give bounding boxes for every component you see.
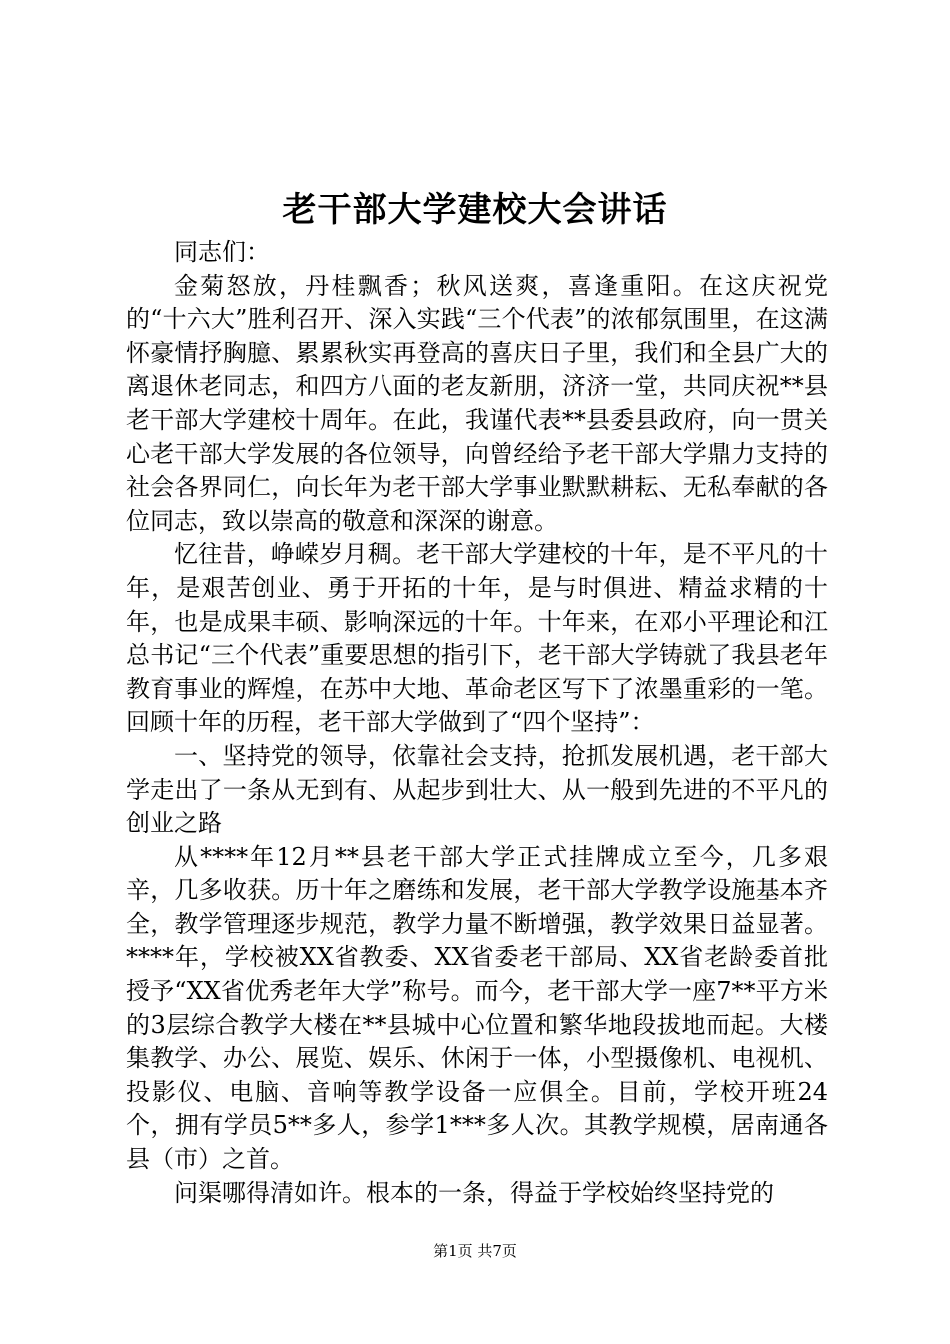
- body-paragraph: 问渠哪得清如许。根本的一条，得益于学校始终坚持党的: [174, 1178, 774, 1207]
- page-number-footer: 第1页 共7页: [433, 1242, 517, 1260]
- document-body: [126, 236, 828, 1210]
- salutation-paragraph: 同志们：: [174, 238, 270, 266]
- document-title: 老干部大学建校大会讲话: [282, 190, 668, 230]
- body-paragraph: 从****年12月**县老干部大学正式挂牌成立至今，几多艰辛，几多收获。历十年之磨练和发展，老干部大学教学设施基本齐全，教学管理逐步规范，教学力量不断增强，教学效果日益显著。****年，学校被XX省教委、XX省委老干部局、XX省老龄委首批授予“XX省优秀老年大学”称号。而今，老干部大学一座7**平方米的3层综合教学大楼在**县城中心位置和繁华地段拔地而起。大楼集教学、办公、展览、娱乐、休闲于一体，小型摄像机、电视机、投影仪、电脑、音响等教学设备一应俱全。目前，学校开班24个，拥有学员5**多人，参学1***多人次。其教学规模，居南通各县（市）之首。: [126, 842, 828, 1174]
- body-paragraph: 金菊怒放，丹桂飘香；秋风送爽，喜逢重阳。在这庆祝党的“十六大”胜利召开、深入实践“三个代表”的浓郁氛围里，在这满怀豪情抒胸臆、累累秋实再登高的喜庆日子里，我们和全县广大的离退休老同志，和四方八面的老友新朋，济济一堂，共同庆祝**县老干部大学建校十周年。在此，我谨代表**县委县政府，向一贯关心老干部大学发展的各位领导，向曾经给予老干部大学鼎力支持的社会各界同仁，向长年为老干部大学事业默默耕耘、无私奉献的各位同志，致以崇高的敬意和深深的谢意。: [126, 271, 828, 535]
- body-paragraph: 忆往昔，峥嵘岁月稠。老干部大学建校的十年，是不平凡的十年，是艰苦创业、勇于开拓的十年，是与时俱进、精益求精的十年，也是成果丰硕、影响深远的十年。十年来，在邓小平理论和江总书记“三个代表”重要思想的指引下，老干部大学铸就了我县老年教育事业的辉煌，在苏中大地、革命老区写下了浓墨重彩的一笔。回顾十年的历程，老干部大学做到了“四个坚持”：: [126, 540, 828, 737]
- section-heading-paragraph: 一、坚持党的领导，依靠社会支持，抢抓发展机遇，老干部大学走出了一条从无到有、从起步到壮大、从一般到先进的不平凡的创业之路: [126, 741, 828, 838]
